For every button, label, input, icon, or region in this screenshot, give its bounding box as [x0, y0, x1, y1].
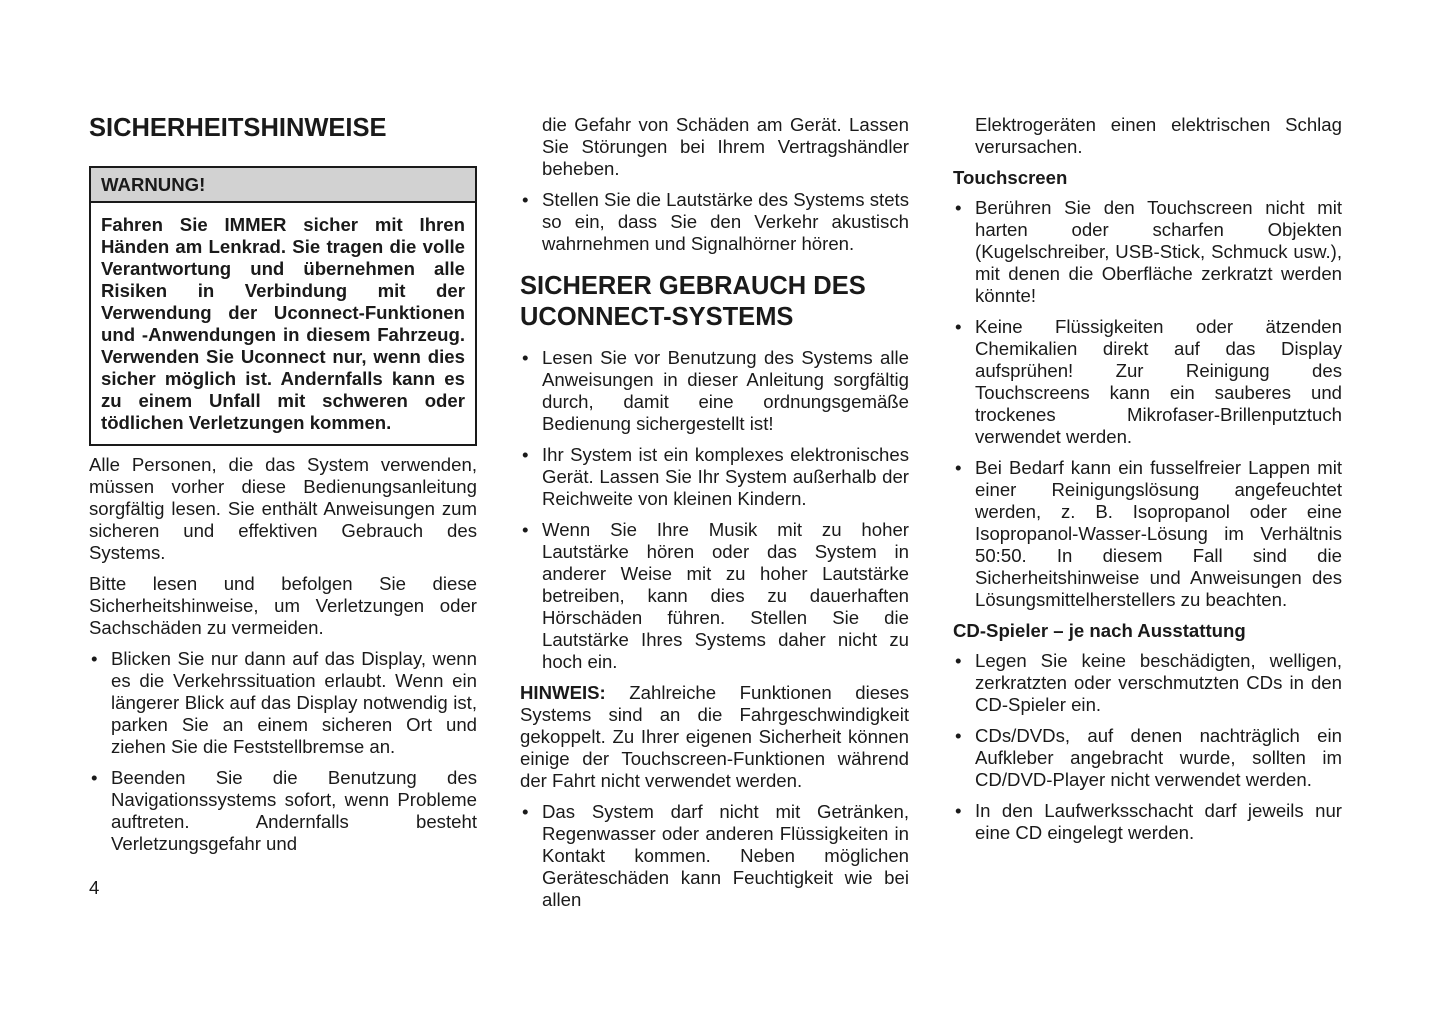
section-heading-safety: SICHERHEITSHINWEISE	[89, 114, 387, 142]
list-item: • Ihr System ist ein komplexes elektronisches Gerät. Lassen Sie Ihr System außerhalb der Reichweite von kleinen Kindern.	[520, 444, 909, 510]
warning-box	[89, 166, 477, 446]
bullet-list	[520, 347, 909, 673]
warning-title: WARNUNG!	[91, 168, 475, 203]
subheading-cd-player: CD-Spieler – je nach Ausstattung	[953, 620, 1246, 641]
list-item: • Keine Flüssigkeiten oder ätzenden Chemikalien direkt auf das Display aufsprühen! Zur Reinigung des Touchscreens kann ein sauberes und trockenes Mikrofaser-Brillenputztuch verwendet werden.	[953, 316, 1342, 448]
page-number: 4	[89, 877, 100, 898]
note-text: Zahlreiche Funktionen dieses Systems sind an die Fahrgeschwindigkeit gekoppelt. Zu Ihrer eigenen Sicherheit können einige der Touchscreen-Funktionen während der Fahrt nicht verwendet werden.	[520, 682, 909, 791]
list-item: • Beenden Sie die Benutzung des Navigationssystems sofort, wenn Probleme auftreten. Andernfalls besteht Verletzungsgefahr und	[89, 767, 477, 855]
warning-text: Fahren Sie IMMER sicher mit Ihren Händen am Lenkrad. Sie tragen die volle Verantwortung und übernehmen alle Risiken in Verbindung mit der Verwendung der Uconnect-Funktionen und -Anwendungen in diesem Fahrzeug. Verwenden Sie Uconnect nur, wenn dies sicher möglich ist. Andernfalls kann es zu einem Unfall mit schweren oder tödlichen Verletzungen kommen.	[101, 214, 465, 433]
list-item: • Blicken Sie nur dann auf das Display, wenn es die Verkehrssituation erlaubt. Wenn ein längerer Blick auf das Display notwendig ist, parken Sie an einem sicheren Ort und ziehen Sie die Feststellbremse an.	[89, 648, 477, 758]
right-column	[953, 114, 1342, 853]
bullet-list	[520, 189, 909, 255]
paragraph: Bitte lesen und befolgen Sie diese Sicherheitshinweise, um Verletzungen oder Sachschäden zu vermeiden.	[89, 573, 477, 638]
continued-text: Elektrogeräten einen elektrischen Schlag verursachen.	[975, 114, 1342, 157]
bullet-list	[953, 197, 1342, 611]
left-column	[89, 114, 477, 864]
list-item: • In den Laufwerksschacht darf jeweils nur eine CD eingelegt werden.	[953, 800, 1342, 844]
bullet-list	[520, 801, 909, 911]
note-paragraph	[520, 682, 909, 792]
list-item: • Bei Bedarf kann ein fusselfreier Lappen mit einer Reinigungslösung angefeuchtet werden, z. B. Isopropanol oder eine Isopropanol-Wasser-Lösung im Verhältnis 50:50. In diesem Fall sind die Sicherheitshinweise und Anweisungen des Lösungsmittelherstellers zu beachten.	[953, 457, 1342, 611]
list-item: • Das System darf nicht mit Getränken, Regenwasser oder anderen Flüssigkeiten in Kontakt kommen. Neben möglichen Geräteschäden kann Feuchtigkeit wie bei allen	[520, 801, 909, 911]
bullet-list	[89, 648, 477, 855]
list-item: • Berühren Sie den Touchscreen nicht mit harten oder scharfen Objekten (Kugelschreiber, USB-Stick, Schmuck usw.), mit denen die Oberfläche zerkratzt werden könnte!	[953, 197, 1342, 307]
subheading-touchscreen: Touchscreen	[953, 167, 1068, 188]
section-heading-uconnect: SICHERER GEBRAUCH DES UCONNECT-SYSTEMS	[520, 272, 866, 331]
list-item: • Wenn Sie Ihre Musik mit zu hoher Lautstärke hören oder das System in anderer Weise mit zu hoher Lautstärke betreiben, kann dies zu dauerhaften Hörschäden führen. Stellen Sie die Lautstärke Ihres Systems daher nicht zu hoch ein.	[520, 519, 909, 673]
note-label: HINWEIS:	[520, 682, 606, 703]
bullet-list	[953, 650, 1342, 844]
list-item: • Stellen Sie die Lautstärke des Systems stets so ein, dass Sie den Verkehr akustisch wahrnehmen und Signalhörner hören.	[520, 189, 909, 255]
paragraph: Alle Personen, die das System verwenden, müssen vorher diese Bedienungsanleitung sorgfältig lesen. Sie enthält Anweisungen zum sicheren und effektiven Gebrauch des Systems.	[89, 454, 477, 563]
list-item: • Lesen Sie vor Benutzung des Systems alle Anweisungen in dieser Anleitung sorgfältig durch, damit eine ordnungsgemäße Bedienung sichergestellt ist!	[520, 347, 909, 435]
list-item: • CDs/DVDs, auf denen nachträglich ein Aufkleber angebracht wurde, sollten im CD/DVD-Player nicht verwendet werden.	[953, 725, 1342, 791]
list-item: • Legen Sie keine beschädigten, welligen, zerkratzten oder verschmutzten CDs in den CD-Spieler ein.	[953, 650, 1342, 716]
middle-column	[520, 114, 909, 920]
continued-text: die Gefahr von Schäden am Gerät. Lassen Sie Störungen bei Ihrem Vertragshändler beheben.	[542, 114, 909, 179]
